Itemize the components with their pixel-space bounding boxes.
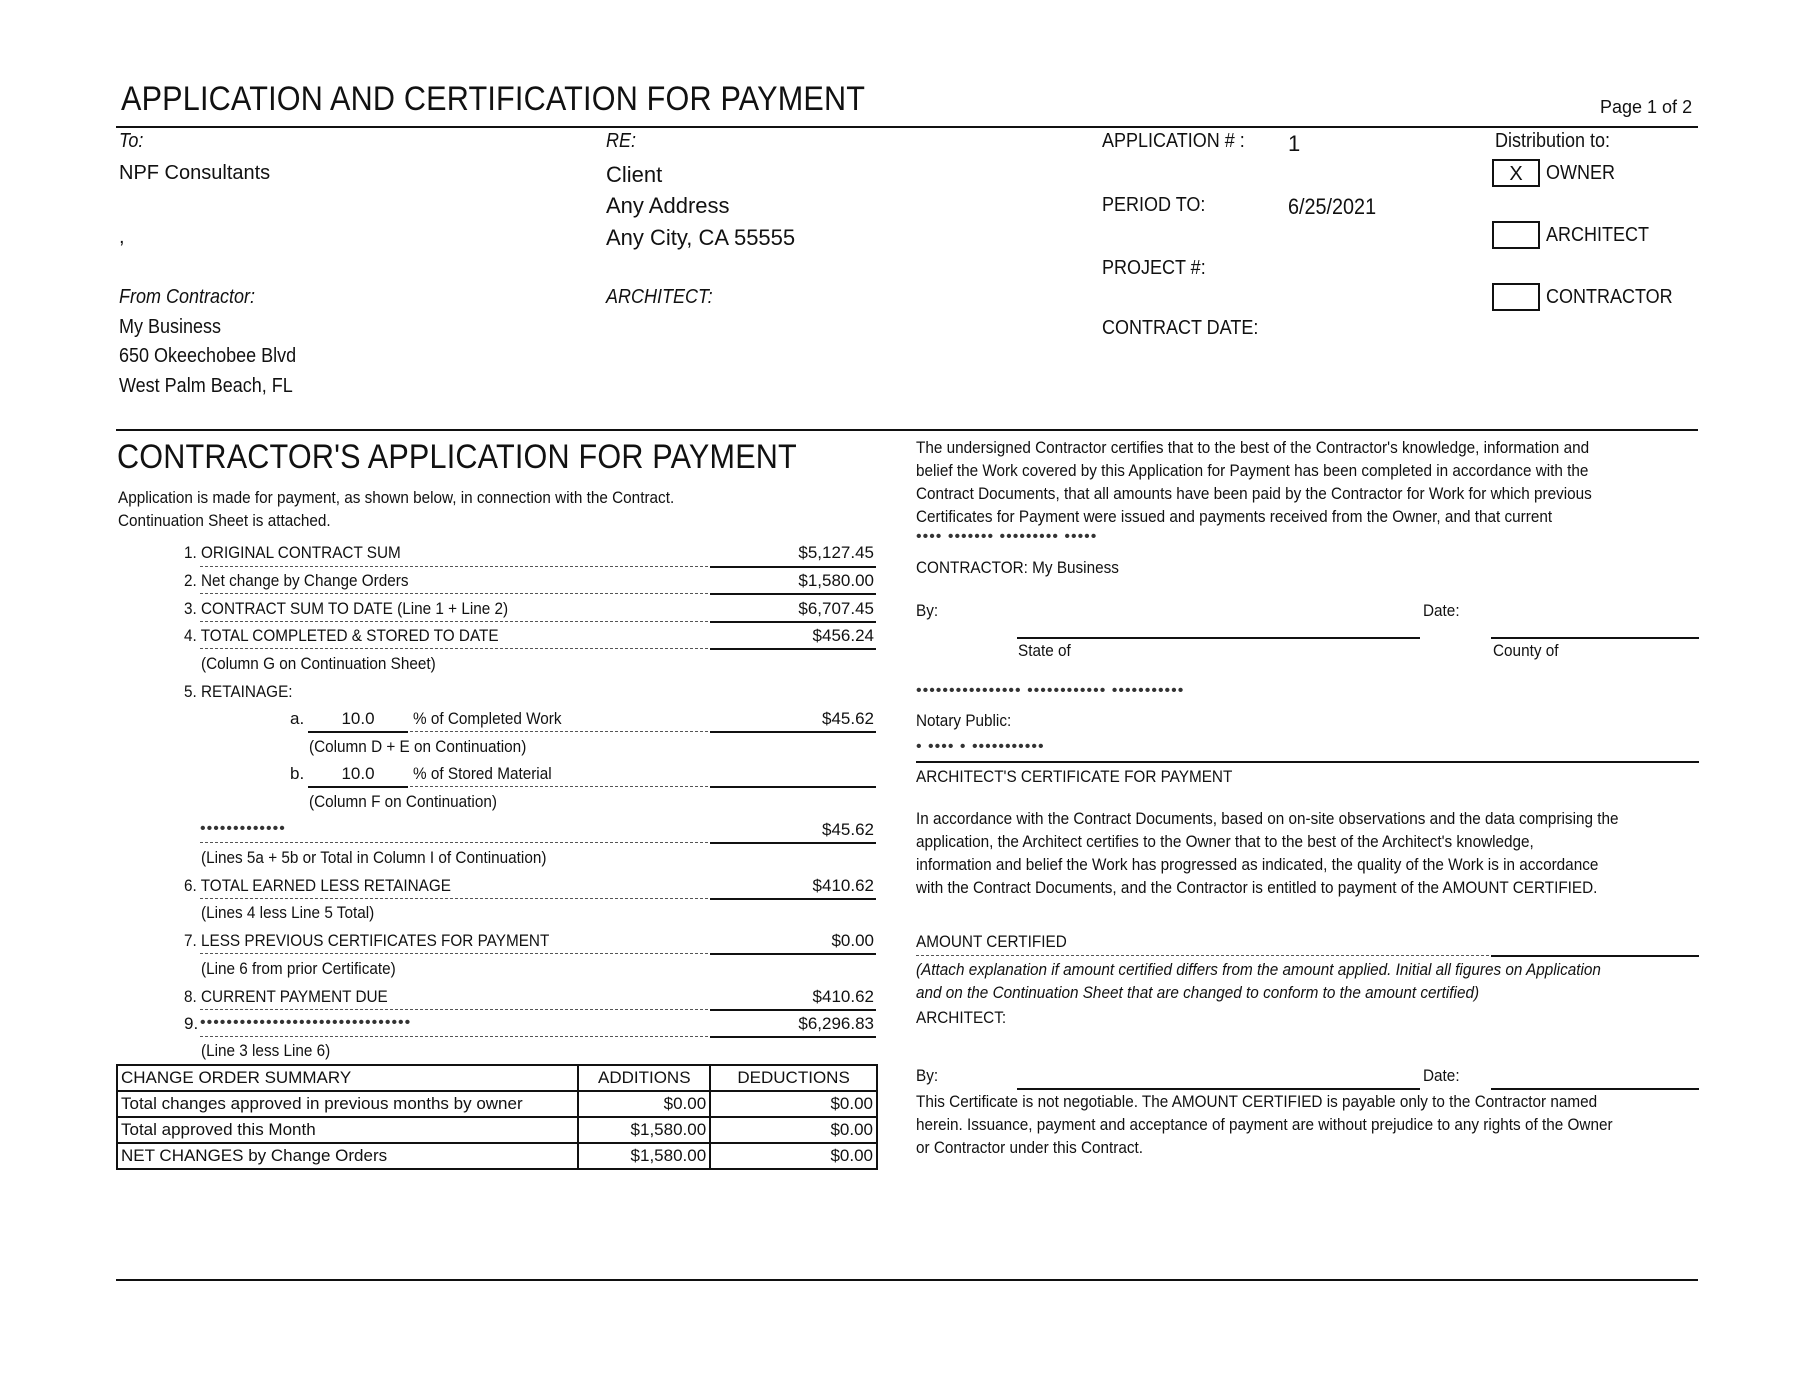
attach-line: and on the Continuation Sheet that are changed to conform to the amount certified): [916, 983, 1480, 1002]
line3-label: 3. CONTRACT SUM TO DATE (Line 1 + Line 2): [184, 599, 509, 618]
commission-line-obscured: • •••• • •••••••••••: [916, 738, 1045, 755]
architect-line: In accordance with the Contract Documents, based on on-site observations and the data comprising the: [916, 809, 1619, 828]
re-label: RE:: [606, 130, 637, 152]
state-label: State of: [1018, 641, 1071, 660]
line1-value: $5,127.45: [798, 543, 874, 562]
line6-note: (Lines 4 less Line 5 Total): [201, 903, 375, 922]
line6-label: 6. TOTAL EARNED LESS RETAINAGE: [184, 876, 451, 895]
contractor-application-title: CONTRACTOR'S APPLICATION FOR PAYMENT: [117, 438, 797, 476]
certification-line: The undersigned Contractor certifies that to the best of the Contractor's knowledge, information and: [916, 438, 1590, 457]
certification-line: Certificates for Payment were issued and payments received from the Owner, and that current: [916, 507, 1553, 526]
owner-label: OWNER: [1546, 162, 1616, 184]
certification-line: belief the Work covered by this Application for Payment has been completed in accordance with the: [916, 461, 1589, 480]
line5a-prefix: a.: [290, 709, 305, 728]
table-cell: $0.00: [710, 1117, 877, 1143]
application-number-value: 1: [1288, 131, 1301, 156]
line7-label: 7. LESS PREVIOUS CERTIFICATES FOR PAYMENT: [184, 931, 550, 950]
line5a-note: (Column D + E on Continuation): [309, 737, 527, 756]
line4-note: (Column G on Continuation Sheet): [201, 654, 436, 673]
footer-rule: [116, 1279, 1698, 1281]
architect-line: with the Contract Documents, and the Contractor is entitled to payment of the AMOUNT CERTIFIED.: [916, 878, 1598, 897]
architect-certificate-title: ARCHITECT'S CERTIFICATE FOR PAYMENT: [916, 767, 1233, 786]
line5a-value: $45.62: [822, 709, 874, 728]
architect-section-rule: [916, 761, 1699, 763]
notice-line: herein. Issuance, payment and acceptance of payment are without prejudice to any rights of the Owner: [916, 1115, 1613, 1134]
table-cell: $1,580.00: [578, 1143, 710, 1169]
change-order-header-cell: ADDITIONS: [578, 1065, 710, 1091]
contractor-label: CONTRACTOR: [1546, 286, 1673, 308]
distribution-label: Distribution to:: [1495, 130, 1611, 152]
page-number: Page 1 of 2: [1600, 97, 1693, 117]
line5b-note: (Column F on Continuation): [309, 792, 497, 811]
change-order-table: [116, 1064, 878, 1170]
architect-by-label: By:: [916, 1066, 939, 1085]
from-contractor-label: From Contractor:: [119, 286, 256, 308]
line5b-prefix: b.: [290, 764, 305, 783]
line7-note: (Line 6 from prior Certificate): [201, 959, 396, 978]
to-line2: ,: [119, 226, 125, 248]
page-title: APPLICATION AND CERTIFICATION FOR PAYMENT: [121, 80, 866, 118]
line8-value: $410.62: [812, 987, 874, 1006]
table-cell: $0.00: [578, 1091, 710, 1117]
line5-total-value: $45.62: [822, 820, 874, 839]
notice-line: or Contractor under this Contract.: [916, 1138, 1144, 1157]
line5b-label: % of Stored Material: [413, 764, 552, 783]
line9-note: (Line 3 less Line 6): [201, 1041, 331, 1060]
line5-total-label: •••••••••••••: [200, 820, 286, 837]
line1-label: 1. ORIGINAL CONTRACT SUM: [184, 543, 401, 562]
line5a-label: % of Completed Work: [413, 709, 562, 728]
architect-checkbox[interactable]: [1492, 221, 1540, 249]
re-line2: Any Address: [606, 193, 730, 218]
application-number-label: APPLICATION # :: [1102, 130, 1245, 152]
to-name: NPF Consultants: [119, 162, 271, 184]
architect-date-label: Date:: [1423, 1066, 1460, 1085]
line5b-percent: 10.0: [341, 764, 375, 783]
line3-value: $6,707.45: [798, 599, 874, 618]
intro-line2: Continuation Sheet is attached.: [118, 511, 331, 530]
certification-line-obscured: •••• ••••••• ••••••••• •••••: [916, 528, 1098, 545]
contractor-signature-line[interactable]: [1017, 637, 1420, 639]
contractor-by-label: By:: [916, 601, 939, 620]
table-cell: $0.00: [710, 1091, 877, 1117]
line5a-percent: 10.0: [341, 709, 375, 728]
period-to-value: 6/25/2021: [1288, 194, 1377, 219]
line2-label: 2. Net change by Change Orders: [184, 571, 409, 590]
contractor-checkbox[interactable]: [1492, 283, 1540, 311]
line7-value: $0.00: [831, 931, 874, 950]
line9-prefix: 9.: [184, 1014, 199, 1033]
line6-value: $410.62: [812, 876, 874, 895]
re-line3: Any City, CA 55555: [606, 225, 796, 250]
from-line1: My Business: [119, 316, 222, 338]
contractor-date-label: Date:: [1423, 601, 1460, 620]
section-rule: [116, 429, 1698, 431]
certification-line: Contract Documents, that all amounts have been paid by the Contractor for Work for which previous: [916, 484, 1592, 503]
line8-label: 8. CURRENT PAYMENT DUE: [184, 987, 388, 1006]
attach-note: [916, 958, 1601, 1004]
architect-line: application, the Architect certifies to the Owner that to the best of the Architect's knowledge,: [916, 832, 1534, 851]
table-row: [117, 1091, 877, 1117]
intro-line1: Application is made for payment, as shown below, in connection with the Contract.: [118, 488, 675, 507]
line4-value: $456.24: [812, 626, 874, 645]
line9-label: ••••••••••••••••••••••••••••••••: [200, 1014, 412, 1031]
line9-value: $6,296.83: [798, 1014, 874, 1033]
to-label: To:: [119, 130, 144, 152]
table-cell: Total approved this Month: [117, 1117, 578, 1143]
contractor-date-line[interactable]: [1491, 637, 1699, 639]
certification-paragraph: [916, 436, 1592, 528]
table-row: [117, 1143, 877, 1169]
architect-label: ARCHITECT: [1546, 224, 1650, 246]
certificate-notice: [916, 1090, 1613, 1159]
architect-line: information and belief the Work has progressed as indicated, the quality of the Work is in accordance: [916, 855, 1599, 874]
period-to-label: PERIOD TO:: [1102, 194, 1206, 216]
architect-header-label: ARCHITECT:: [606, 286, 713, 308]
table-row: [117, 1117, 877, 1143]
line2-value: $1,580.00: [798, 571, 874, 590]
project-number-label: PROJECT #:: [1102, 257, 1206, 279]
table-cell: NET CHANGES by Change Orders: [117, 1143, 578, 1169]
amount-certified-field[interactable]: [1491, 955, 1699, 957]
line5-total-note: (Lines 5a + 5b or Total in Column I of Continuation): [201, 848, 547, 867]
header-rule: [116, 126, 1698, 128]
county-label: County of: [1493, 641, 1559, 660]
table-cell: Total changes approved in previous months by owner: [117, 1091, 578, 1117]
notary-label: Notary Public:: [916, 711, 1012, 730]
subscribed-line-obscured: •••••••••••••••• •••••••••••• •••••••••••: [916, 682, 1185, 699]
change-order-header-cell: CHANGE ORDER SUMMARY: [117, 1065, 578, 1091]
attach-line: (Attach explanation if amount certified differs from the amount applied. Initial all figures on Application: [916, 960, 1601, 979]
change-order-header-cell: DEDUCTIONS: [710, 1065, 877, 1091]
from-line2: 650 Okeechobee Blvd: [119, 345, 297, 367]
line4-label: 4. TOTAL COMPLETED & STORED TO DATE: [184, 626, 499, 645]
architect-paragraph: [916, 807, 1619, 899]
table-cell: $1,580.00: [578, 1117, 710, 1143]
from-line3: West Palm Beach, FL: [119, 375, 293, 397]
owner-checkbox[interactable]: X: [1492, 159, 1540, 187]
line5-label: 5. RETAINAGE:: [184, 682, 293, 701]
amount-certified-label: AMOUNT CERTIFIED: [916, 932, 1067, 951]
table-cell: $0.00: [710, 1143, 877, 1169]
re-line1: Client: [606, 162, 663, 187]
notice-line: This Certificate is not negotiable. The AMOUNT CERTIFIED is payable only to the Contractor named: [916, 1092, 1598, 1111]
contract-date-label: CONTRACT DATE:: [1102, 317, 1259, 339]
contractor-signature-name: CONTRACTOR: My Business: [916, 558, 1119, 577]
architect-signature-label: ARCHITECT:: [916, 1008, 1007, 1027]
change-order-header-row: [117, 1065, 877, 1091]
